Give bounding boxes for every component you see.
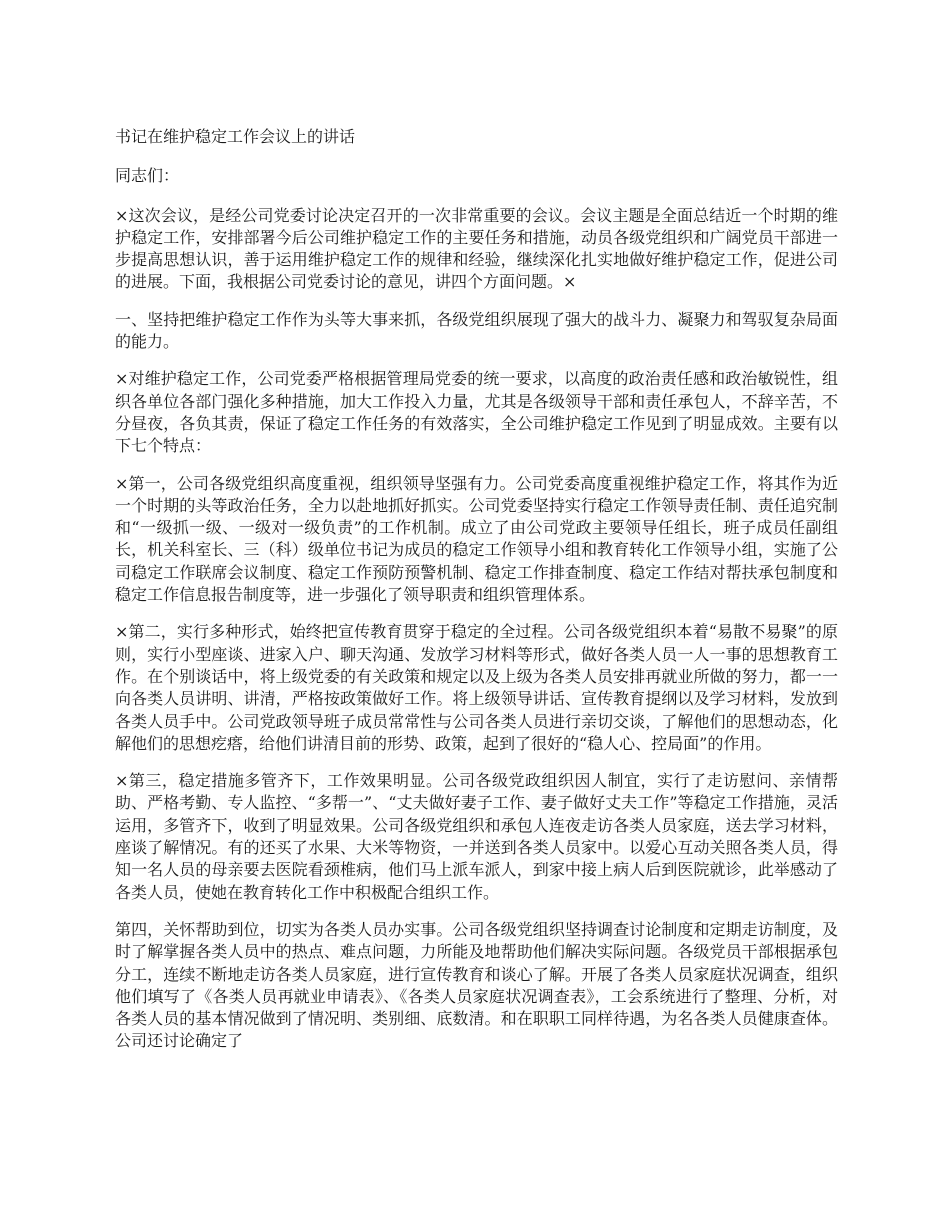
paragraph-point-three: ×第三，稳定措施多管齐下，工作效果明显。公司各级党政组织因人制宜，实行了走访慰问、亲情帮助、严格考勤、专人监控、“多帮一”、“丈夫做好妻子工作、妻子做好丈夫工作”等稳定工作措施，灵活运用，多管齐下，收到了明显效果。公司各级党组织和承包人连夜走访各类人员家庭，送去学习材料，座谈了解情况。有的还买了水果、大米等物资，一并送到各类人员家中。以爱心互动关照各类人员，得知一名人员的母亲要去医院看颈椎病，他们马上派车派人，到家中接上病人后到医院就诊，此举感动了各类人员，使她在教育转化工作中积极配合组织工作。 (115, 771, 838, 902)
paragraph-intro: ×这次会议，是经公司党委讨论决定召开的一次非常重要的会议。会议主题是全面总结近一个时期的维护稳定工作，安排部署今后公司维护稳定工作的主要任务和措施，动员各级党组织和广阔党员干部进一步提高思想认识，善于运用维护稳定工作的规律和经验，继续深化扎实地做好维护稳定工作，促进公司的进展。下面，我根据公司党委讨论的意见，讲四个方面问题。× (115, 205, 838, 292)
paragraph-point-one: ×第一，公司各级党组织高度重视，组织领导坚强有力。公司党委高度重视维护稳定工作，将其作为近一个时期的头等政治任务，全力以赴地抓好抓实。公司党委坚持实行稳定工作领导责任制、责任追究制和“一级抓一级、一级对一级负责”的工作机制。成立了由公司党政主要领导任组长，班子成员任副组长，机关科室长、三（科）级单位书记为成员的稳定工作领导小组和教育转化工作领导小组，实施了公司稳定工作联席会议制度、稳定工作预防预警机制、稳定工作排查制度、稳定工作结对帮扶承包制度和稳定工作信息报告制度等，进一步强化了领导职责和组织管理体系。 (115, 473, 838, 605)
document-page (115, 126, 838, 1068)
salutation: 同志们： (115, 166, 180, 186)
paragraph-point-two: ×第二，实行多种形式，始终把宣传教育贯穿于稳定的全过程。公司各级党组织本着“易散不易聚”的原则，实行小型座谈、进家入户、聊天沟通、发放学习材料等形式，做好各类人员一人一事的思想教育工作。在个别谈话中，将上级党委的有关政策和规定以及上级为各类人员安排再就业所做的努力，都一一向各类人员讲明、讲清，严格按政策做好工作。将上级领导讲话、宣传教育提纲以及学习材料，发放到各类人员手中。公司党政领导班子成员常常性与公司各类人员进行亲切交谈，了解他们的思想动态，化解他们的思想疙瘩，给他们讲清目前的形势、政策，起到了很好的“稳人心、控局面”的作用。 (115, 622, 838, 753)
document-title: 书记在维护稳定工作会议上的讲话 (115, 127, 356, 146)
paragraph-section-one-body: ×对维护稳定工作，公司党委严格根据管理局党委的统一要求，以高度的政治责任感和政治敏锐性，组织各单位各部门强化多种措施，加大工作投入力量，尤其是各级领导干部和责任承包人，不辞辛苦，不分昼夜，各负其责，保证了稳定工作任务的有效落实，全公司维护稳定工作见到了明显成效。主要有以下七个特点： (115, 369, 838, 456)
paragraph-section-one-heading: 一、坚持把维护稳定工作作为头等大事来抓，各级党组织展现了强大的战斗力、凝聚力和驾驭复杂局面的能力。 (115, 309, 838, 352)
paragraph-point-four: 第四，关怀帮助到位，切实为各类人员办实事。公司各级党组织坚持调查讨论制度和定期走访制度，及时了解掌握各类人员中的热点、难点问题，力所能及地帮助他们解决实际问题。各级党员干部根据承包分工，连续不断地走访各类人员家庭，进行宣传教育和谈心了解。开展了各类人员家庭状况调查，组织他们填写了《各类人员再就业申请表》、《各类人员家庭状况调查表》，工会系统进行了整理、分析，对各类人员的基本情况做到了情况明、类别细、底数清。和在职职工同样待遇，为名各类人员健康查体。公司还讨论确定了 (115, 919, 838, 1051)
